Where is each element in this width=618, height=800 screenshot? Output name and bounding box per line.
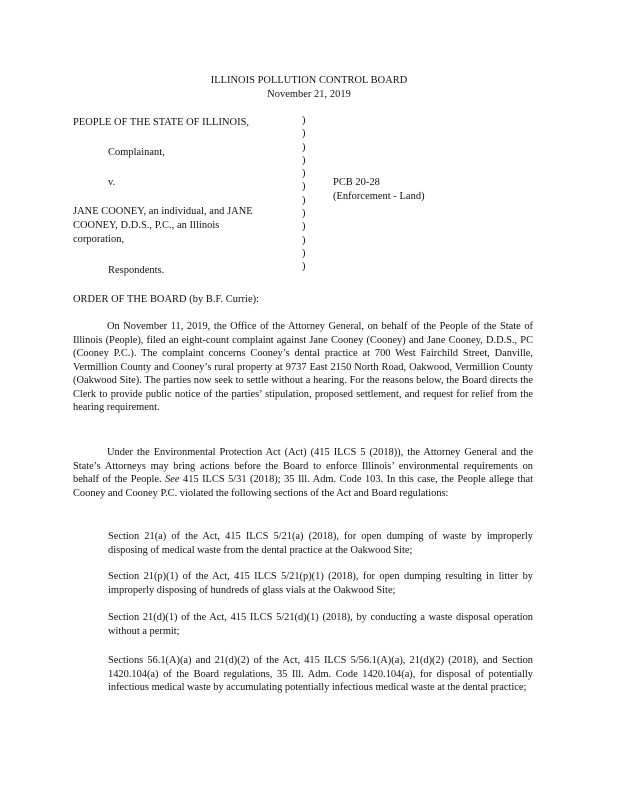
order-heading: ORDER OF THE BOARD (by B.F. Currie): <box>73 294 260 305</box>
caption-paren: ) <box>302 115 306 126</box>
caption-paren: ) <box>302 154 306 166</box>
paragraph-text: Under the Environmental Protection Act (Act) (415 ILCS 5 (2018)), the Attorney General and the State’s Attorneys may bring actions before the Board to enforce Illinois’ environmental requirements on behalf of the People. <box>73 447 533 485</box>
paragraph-complaint-summary: On November 11, 2019, the Office of the Attorney General, on behalf of the People of the State of Illinois (People), filed an eight-count complaint against Jane Cooney (Cooney) and Jane Cooney, D.D.S., PC (Cooney P.C.). The complaint concerns Cooney’s dental practice at 700 West Fairchild Street, Danville, Vermillion County and Cooney’s rural property at 9737 East 2150 North Road, Oakwood, Vermillion County (Oakwood Site). The parties now seek to settle without a hearing. For the reasons below, the Board directs the Clerk to provide public notice of the parties’ stipulation, proposed settlement, and request for relief from the hearing requirement. <box>73 321 533 413</box>
violation-item: Section 21(p)(1) of the Act, 415 ILCS 5/21(p)(1) (2018), for open dumping resulting in litter by improperly disposing of hundreds of glass vials at the Oakwood Site; <box>108 571 533 596</box>
respondent-role: Respondents. <box>108 265 165 276</box>
complainant-name: PEOPLE OF THE STATE OF ILLINOIS, <box>73 117 250 128</box>
caption-paren: ) <box>302 247 306 259</box>
violation-item: Sections 56.1(A)(a) and 21(d)(2) of the Act, 415 ILCS 5/56.1(A)(a), 21(d)(2) (2018), and Section 1420.104(a) of the Board regulations, 35 Ill. Adm. Code 1420.104(a), for disposal of potentially infectious medical waste by accumulating potentially infectious medical waste at the dental practice; <box>108 655 533 693</box>
caption-paren: ) <box>302 261 306 273</box>
caption-paren: ) <box>302 181 306 193</box>
versus-label: v. <box>108 177 116 188</box>
complainant-role: Complainant, <box>108 147 165 158</box>
respondent-name-line1: JANE COONEY, an individual, and JANE <box>73 206 253 217</box>
caption-paren: ) <box>302 208 306 220</box>
caption-paren: ) <box>302 194 306 206</box>
violation-item: Section 21(a) of the Act, 415 ILCS 5/21(a) (2018), for open dumping of waste by improperly disposing of medical waste from the dental practice at the Oakwood Site; <box>108 531 533 556</box>
case-type: (Enforcement - Land) <box>333 191 425 202</box>
caption-paren: ) <box>302 128 306 140</box>
caption-paren: ) <box>302 168 306 180</box>
paragraph-legal-basis <box>73 446 533 500</box>
citation-signal: See <box>165 474 180 485</box>
caption-paren: ) <box>302 141 306 153</box>
caption-paren: ) <box>302 221 306 233</box>
paragraph-text: 415 ILCS 5/31 (2018); 35 Ill. Adm. Code 103. In this case, the People allege that Cooney and Cooney P.C. violated the following sections of the Act and Board regulations: <box>73 474 533 499</box>
respondent-name-line3: corporation, <box>73 234 125 245</box>
respondent-name-line2: COONEY, D.D.S., P.C., an Illinois <box>73 220 220 231</box>
caption-parenthesis-column <box>302 114 312 274</box>
violation-item: Section 21(d)(1) of the Act, 415 ILCS 5/21(d)(1) (2018), by conducting a waste disposal operation without a permit; <box>108 612 533 637</box>
case-number: PCB 20-28 <box>333 177 380 188</box>
agency-title: ILLINOIS POLLUTION CONTROL BOARD <box>210 75 408 86</box>
order-date: November 21, 2019 <box>267 89 351 100</box>
caption-paren: ) <box>302 234 306 246</box>
